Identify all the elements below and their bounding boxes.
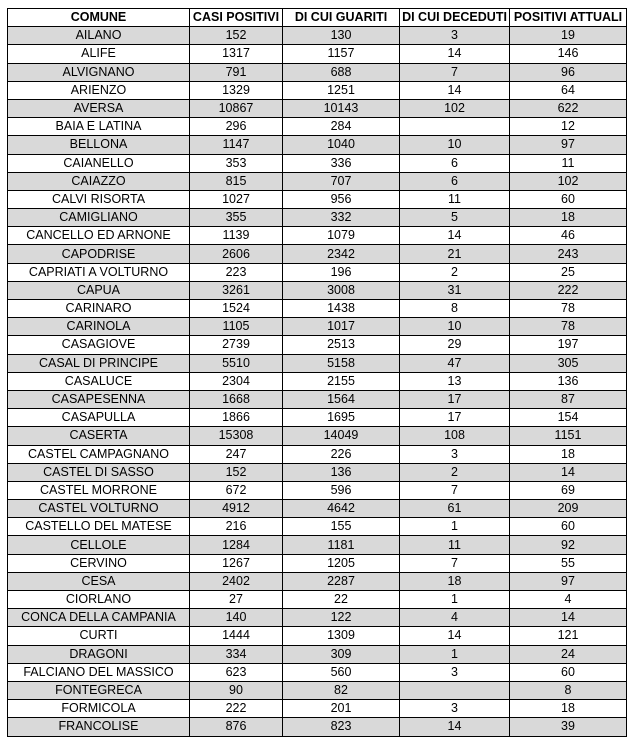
cell-di-cui-deceduti: 31 <box>400 281 510 299</box>
cell-di-cui-guariti: 4642 <box>283 500 400 518</box>
table-row <box>8 554 627 572</box>
cell-di-cui-deceduti: 14 <box>400 45 510 63</box>
cell-casi-positivi: 296 <box>190 118 283 136</box>
cell-positivi-attuali: 18 <box>510 445 627 463</box>
cell-casi-positivi: 1267 <box>190 554 283 572</box>
cell-di-cui-guariti: 2513 <box>283 336 400 354</box>
cell-di-cui-deceduti: 3 <box>400 700 510 718</box>
cell-di-cui-guariti: 1309 <box>283 627 400 645</box>
cell-positivi-attuali: 18 <box>510 700 627 718</box>
cell-comune: CAIANELLO <box>8 154 190 172</box>
table-row <box>8 63 627 81</box>
table-row <box>8 445 627 463</box>
cell-positivi-attuali: 92 <box>510 536 627 554</box>
cell-di-cui-guariti: 1181 <box>283 536 400 554</box>
table-row <box>8 136 627 154</box>
cell-casi-positivi: 1027 <box>190 190 283 208</box>
cell-positivi-attuali: 121 <box>510 627 627 645</box>
cell-comune: CASTEL CAMPAGNANO <box>8 445 190 463</box>
table-row <box>8 681 627 699</box>
cell-comune: CAIAZZO <box>8 172 190 190</box>
cell-positivi-attuali: 154 <box>510 409 627 427</box>
cell-comune: CALVI RISORTA <box>8 190 190 208</box>
cell-comune: FALCIANO DEL MASSICO <box>8 663 190 681</box>
covid-comuni-table <box>7 8 627 737</box>
cell-di-cui-guariti: 956 <box>283 190 400 208</box>
cell-positivi-attuali: 78 <box>510 300 627 318</box>
cell-di-cui-deceduti: 102 <box>400 99 510 117</box>
cell-di-cui-deceduti: 7 <box>400 63 510 81</box>
cell-di-cui-deceduti: 1 <box>400 518 510 536</box>
cell-casi-positivi: 2402 <box>190 572 283 590</box>
cell-positivi-attuali: 60 <box>510 518 627 536</box>
cell-comune: BAIA E LATINA <box>8 118 190 136</box>
cell-positivi-attuali: 305 <box>510 354 627 372</box>
cell-casi-positivi: 355 <box>190 209 283 227</box>
table-row <box>8 700 627 718</box>
cell-di-cui-guariti: 688 <box>283 63 400 81</box>
table-row <box>8 27 627 45</box>
cell-positivi-attuali: 97 <box>510 136 627 154</box>
cell-casi-positivi: 1284 <box>190 536 283 554</box>
cell-comune: AILANO <box>8 27 190 45</box>
cell-di-cui-guariti: 2342 <box>283 245 400 263</box>
table-row <box>8 154 627 172</box>
cell-di-cui-deceduti: 6 <box>400 154 510 172</box>
cell-casi-positivi: 10867 <box>190 99 283 117</box>
cell-di-cui-guariti: 560 <box>283 663 400 681</box>
cell-positivi-attuali: 243 <box>510 245 627 263</box>
table-row <box>8 663 627 681</box>
cell-casi-positivi: 1866 <box>190 409 283 427</box>
table-row <box>8 81 627 99</box>
cell-comune: CIORLANO <box>8 591 190 609</box>
cell-di-cui-guariti: 336 <box>283 154 400 172</box>
cell-comune: ALVIGNANO <box>8 63 190 81</box>
table-row <box>8 99 627 117</box>
cell-comune: CASTELLO DEL MATESE <box>8 518 190 536</box>
cell-comune: CASAPESENNA <box>8 390 190 408</box>
cell-comune: AVERSA <box>8 99 190 117</box>
cell-di-cui-guariti: 1251 <box>283 81 400 99</box>
cell-di-cui-deceduti: 14 <box>400 627 510 645</box>
cell-di-cui-guariti: 309 <box>283 645 400 663</box>
cell-casi-positivi: 815 <box>190 172 283 190</box>
cell-positivi-attuali: 8 <box>510 681 627 699</box>
cell-di-cui-guariti: 82 <box>283 681 400 699</box>
cell-casi-positivi: 152 <box>190 463 283 481</box>
cell-casi-positivi: 1317 <box>190 45 283 63</box>
cell-di-cui-deceduti: 4 <box>400 609 510 627</box>
table-row <box>8 481 627 499</box>
cell-positivi-attuali: 60 <box>510 663 627 681</box>
table-row <box>8 536 627 554</box>
table-row <box>8 572 627 590</box>
cell-comune: CASERTA <box>8 427 190 445</box>
cell-comune: ALIFE <box>8 45 190 63</box>
cell-casi-positivi: 2606 <box>190 245 283 263</box>
cell-casi-positivi: 1147 <box>190 136 283 154</box>
cell-di-cui-deceduti: 3 <box>400 27 510 45</box>
table-row <box>8 518 627 536</box>
table-row <box>8 409 627 427</box>
cell-casi-positivi: 1329 <box>190 81 283 99</box>
cell-positivi-attuali: 64 <box>510 81 627 99</box>
cell-positivi-attuali: 209 <box>510 500 627 518</box>
cell-di-cui-guariti: 155 <box>283 518 400 536</box>
cell-casi-positivi: 140 <box>190 609 283 627</box>
cell-casi-positivi: 4912 <box>190 500 283 518</box>
cell-di-cui-deceduti: 1 <box>400 645 510 663</box>
cell-comune: CAMIGLIANO <box>8 209 190 227</box>
table-row <box>8 172 627 190</box>
table-row <box>8 372 627 390</box>
data-table-container <box>7 8 627 737</box>
cell-di-cui-deceduti: 61 <box>400 500 510 518</box>
cell-di-cui-deceduti: 18 <box>400 572 510 590</box>
cell-di-cui-guariti: 136 <box>283 463 400 481</box>
table-row <box>8 718 627 736</box>
cell-positivi-attuali: 39 <box>510 718 627 736</box>
cell-positivi-attuali: 55 <box>510 554 627 572</box>
cell-di-cui-deceduti: 17 <box>400 390 510 408</box>
cell-positivi-attuali: 222 <box>510 281 627 299</box>
cell-di-cui-guariti: 3008 <box>283 281 400 299</box>
cell-di-cui-guariti: 1040 <box>283 136 400 154</box>
cell-di-cui-guariti: 14049 <box>283 427 400 445</box>
cell-casi-positivi: 672 <box>190 481 283 499</box>
table-row <box>8 45 627 63</box>
cell-casi-positivi: 5510 <box>190 354 283 372</box>
table-row <box>8 354 627 372</box>
table-row <box>8 609 627 627</box>
table-row <box>8 227 627 245</box>
cell-comune: FORMICOLA <box>8 700 190 718</box>
cell-positivi-attuali: 4 <box>510 591 627 609</box>
cell-di-cui-deceduti: 29 <box>400 336 510 354</box>
cell-comune: CAPUA <box>8 281 190 299</box>
cell-positivi-attuali: 14 <box>510 463 627 481</box>
cell-di-cui-guariti: 1695 <box>283 409 400 427</box>
cell-di-cui-deceduti: 14 <box>400 227 510 245</box>
table-row <box>8 336 627 354</box>
cell-di-cui-deceduti: 11 <box>400 190 510 208</box>
cell-comune: FONTEGRECA <box>8 681 190 699</box>
cell-di-cui-deceduti: 3 <box>400 445 510 463</box>
cell-comune: CARINARO <box>8 300 190 318</box>
cell-di-cui-deceduti: 6 <box>400 172 510 190</box>
cell-di-cui-guariti: 201 <box>283 700 400 718</box>
cell-positivi-attuali: 136 <box>510 372 627 390</box>
cell-comune: CERVINO <box>8 554 190 572</box>
cell-comune: CASTEL VOLTURNO <box>8 500 190 518</box>
cell-casi-positivi: 247 <box>190 445 283 463</box>
cell-casi-positivi: 334 <box>190 645 283 663</box>
table-row <box>8 627 627 645</box>
cell-casi-positivi: 222 <box>190 700 283 718</box>
table-row <box>8 281 627 299</box>
cell-casi-positivi: 1139 <box>190 227 283 245</box>
cell-di-cui-deceduti: 10 <box>400 318 510 336</box>
cell-di-cui-guariti: 1079 <box>283 227 400 245</box>
cell-di-cui-deceduti <box>400 118 510 136</box>
table-header <box>8 9 627 27</box>
cell-di-cui-guariti: 823 <box>283 718 400 736</box>
cell-positivi-attuali: 18 <box>510 209 627 227</box>
header-di-cui-guariti: DI CUI GUARITI <box>283 9 400 27</box>
cell-casi-positivi: 3261 <box>190 281 283 299</box>
cell-di-cui-deceduti: 7 <box>400 481 510 499</box>
cell-comune: CANCELLO ED ARNONE <box>8 227 190 245</box>
table-row <box>8 118 627 136</box>
cell-comune: BELLONA <box>8 136 190 154</box>
cell-di-cui-deceduti: 2 <box>400 263 510 281</box>
cell-casi-positivi: 1524 <box>190 300 283 318</box>
table-row <box>8 427 627 445</box>
cell-casi-positivi: 791 <box>190 63 283 81</box>
cell-di-cui-guariti: 130 <box>283 27 400 45</box>
cell-comune: CASAL DI PRINCIPE <box>8 354 190 372</box>
cell-comune: CASTEL MORRONE <box>8 481 190 499</box>
cell-di-cui-guariti: 596 <box>283 481 400 499</box>
cell-positivi-attuali: 1151 <box>510 427 627 445</box>
cell-di-cui-deceduti: 14 <box>400 718 510 736</box>
cell-casi-positivi: 623 <box>190 663 283 681</box>
cell-di-cui-deceduti: 2 <box>400 463 510 481</box>
cell-positivi-attuali: 12 <box>510 118 627 136</box>
cell-di-cui-guariti: 284 <box>283 118 400 136</box>
header-row <box>8 9 627 27</box>
cell-positivi-attuali: 69 <box>510 481 627 499</box>
cell-di-cui-guariti: 122 <box>283 609 400 627</box>
table-row <box>8 245 627 263</box>
cell-positivi-attuali: 97 <box>510 572 627 590</box>
cell-comune: CASALUCE <box>8 372 190 390</box>
table-row <box>8 463 627 481</box>
cell-di-cui-guariti: 2155 <box>283 372 400 390</box>
table-row <box>8 500 627 518</box>
cell-positivi-attuali: 78 <box>510 318 627 336</box>
cell-di-cui-deceduti: 5 <box>400 209 510 227</box>
cell-comune: CAPRIATI A VOLTURNO <box>8 263 190 281</box>
cell-comune: CARINOLA <box>8 318 190 336</box>
cell-di-cui-deceduti: 14 <box>400 81 510 99</box>
cell-di-cui-deceduti: 1 <box>400 591 510 609</box>
cell-di-cui-guariti: 1438 <box>283 300 400 318</box>
cell-di-cui-deceduti: 8 <box>400 300 510 318</box>
cell-di-cui-deceduti: 108 <box>400 427 510 445</box>
cell-casi-positivi: 223 <box>190 263 283 281</box>
cell-positivi-attuali: 96 <box>510 63 627 81</box>
header-positivi-attuali: POSITIVI ATTUALI <box>510 9 627 27</box>
cell-positivi-attuali: 14 <box>510 609 627 627</box>
cell-casi-positivi: 216 <box>190 518 283 536</box>
cell-positivi-attuali: 25 <box>510 263 627 281</box>
table-row <box>8 645 627 663</box>
cell-comune: CASAPULLA <box>8 409 190 427</box>
cell-di-cui-deceduti: 13 <box>400 372 510 390</box>
cell-casi-positivi: 1668 <box>190 390 283 408</box>
cell-di-cui-guariti: 2287 <box>283 572 400 590</box>
cell-positivi-attuali: 11 <box>510 154 627 172</box>
cell-comune: CASAGIOVE <box>8 336 190 354</box>
header-di-cui-deceduti: DI CUI DECEDUTI <box>400 9 510 27</box>
cell-casi-positivi: 1444 <box>190 627 283 645</box>
cell-di-cui-deceduti: 21 <box>400 245 510 263</box>
cell-di-cui-guariti: 1017 <box>283 318 400 336</box>
cell-di-cui-guariti: 332 <box>283 209 400 227</box>
cell-positivi-attuali: 622 <box>510 99 627 117</box>
cell-di-cui-deceduti: 17 <box>400 409 510 427</box>
cell-comune: FRANCOLISE <box>8 718 190 736</box>
cell-comune: CONCA DELLA CAMPANIA <box>8 609 190 627</box>
table-row <box>8 300 627 318</box>
cell-di-cui-deceduti <box>400 681 510 699</box>
cell-di-cui-deceduti: 7 <box>400 554 510 572</box>
cell-di-cui-deceduti: 11 <box>400 536 510 554</box>
cell-di-cui-deceduti: 47 <box>400 354 510 372</box>
table-row <box>8 390 627 408</box>
table-row <box>8 209 627 227</box>
cell-positivi-attuali: 102 <box>510 172 627 190</box>
cell-di-cui-guariti: 10143 <box>283 99 400 117</box>
cell-comune: CELLOLE <box>8 536 190 554</box>
cell-casi-positivi: 90 <box>190 681 283 699</box>
cell-positivi-attuali: 46 <box>510 227 627 245</box>
header-comune: COMUNE <box>8 9 190 27</box>
cell-comune: CAPODRISE <box>8 245 190 263</box>
cell-positivi-attuali: 146 <box>510 45 627 63</box>
cell-positivi-attuali: 60 <box>510 190 627 208</box>
cell-positivi-attuali: 19 <box>510 27 627 45</box>
cell-comune: DRAGONI <box>8 645 190 663</box>
cell-di-cui-guariti: 1157 <box>283 45 400 63</box>
cell-di-cui-guariti: 1205 <box>283 554 400 572</box>
cell-di-cui-guariti: 5158 <box>283 354 400 372</box>
cell-comune: CESA <box>8 572 190 590</box>
cell-casi-positivi: 152 <box>190 27 283 45</box>
cell-comune: CASTEL DI SASSO <box>8 463 190 481</box>
cell-comune: CURTI <box>8 627 190 645</box>
table-row <box>8 318 627 336</box>
cell-casi-positivi: 1105 <box>190 318 283 336</box>
cell-casi-positivi: 2304 <box>190 372 283 390</box>
cell-di-cui-deceduti: 3 <box>400 663 510 681</box>
cell-di-cui-guariti: 1564 <box>283 390 400 408</box>
cell-casi-positivi: 27 <box>190 591 283 609</box>
header-casi-positivi: CASI POSITIVI <box>190 9 283 27</box>
cell-casi-positivi: 2739 <box>190 336 283 354</box>
cell-di-cui-guariti: 226 <box>283 445 400 463</box>
cell-casi-positivi: 876 <box>190 718 283 736</box>
cell-positivi-attuali: 87 <box>510 390 627 408</box>
cell-casi-positivi: 353 <box>190 154 283 172</box>
cell-di-cui-guariti: 22 <box>283 591 400 609</box>
cell-di-cui-guariti: 707 <box>283 172 400 190</box>
cell-comune: ARIENZO <box>8 81 190 99</box>
table-row <box>8 190 627 208</box>
table-body <box>8 27 627 736</box>
cell-positivi-attuali: 24 <box>510 645 627 663</box>
cell-positivi-attuali: 197 <box>510 336 627 354</box>
cell-casi-positivi: 15308 <box>190 427 283 445</box>
table-row <box>8 591 627 609</box>
table-row <box>8 263 627 281</box>
cell-di-cui-deceduti: 10 <box>400 136 510 154</box>
cell-di-cui-guariti: 196 <box>283 263 400 281</box>
